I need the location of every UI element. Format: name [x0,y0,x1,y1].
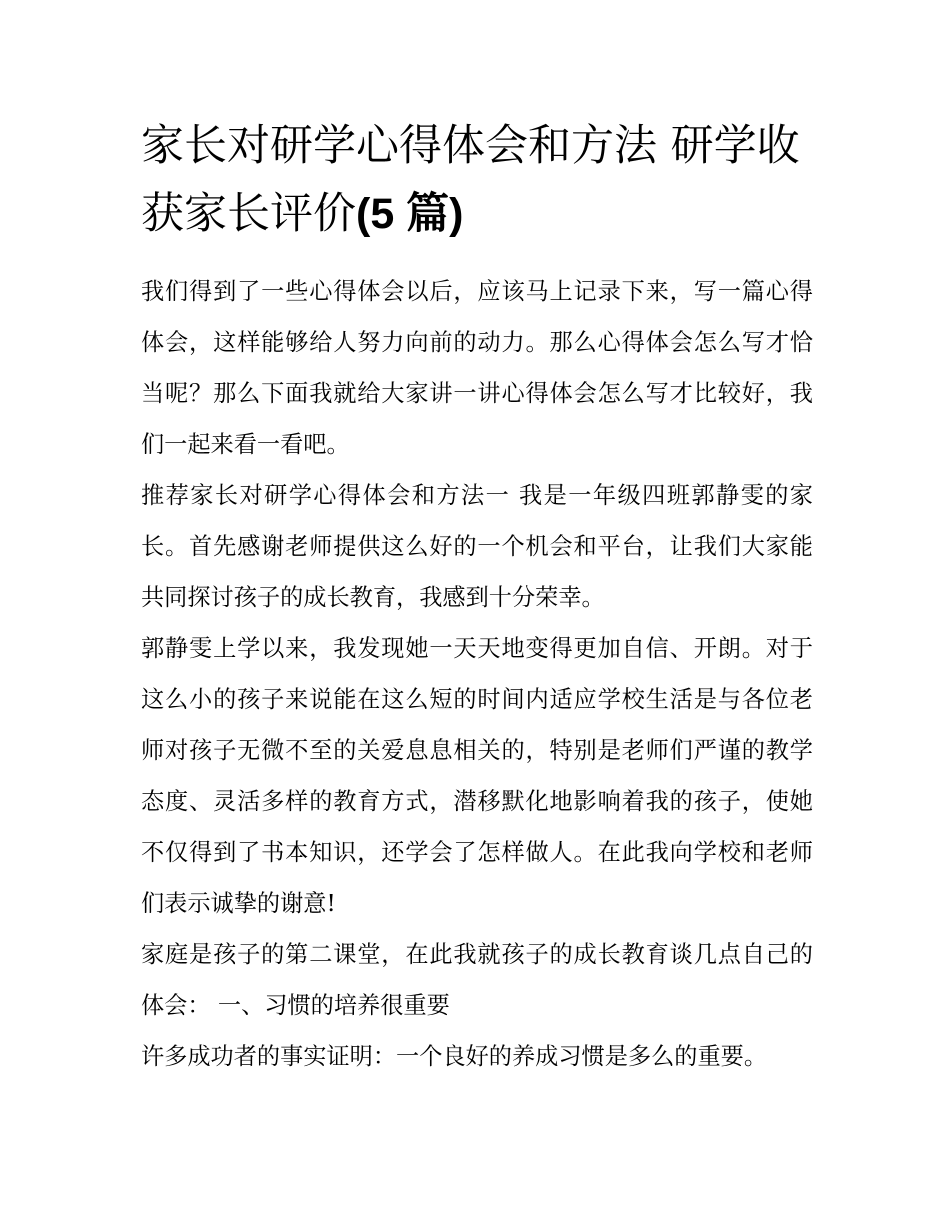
paragraph-intro: 我们得到了一些心得体会以后，应该马上记录下来，写一篇心得体会，这样能够给人努力向前的动力。那么心得体会怎么写才恰当呢？那么下面我就给大家讲一讲心得体会怎么写才比较好，我们一起来看一看吧。 [141,278,813,458]
document-title-count: (5 篇) [356,190,464,238]
document-title-main: 家长对研学心得体会和方法 研学收获家长评价 [141,121,800,239]
paragraph-child-progress: 郭静雯上学以来，我发现她一天天地变得更加自信、开朗。对于这么小的孩子来说能在这么短的时间内适应学校生活是与各位老师对孩子无微不至的关爱息息相关的，特别是老师们严谨的教学态度、灵活多样的教育方式，潜移默化地影响着我的孩子，使她不仅得到了书本知识，还学会了怎样做人。在此我向学校和老师们表示诚挚的谢意! [141,635,813,917]
paragraph-family-classroom: 家庭是孩子的第二课堂，在此我就孩子的成长教育谈几点自己的体会： 一、习惯的培养很重要 [141,941,813,1019]
document-title [141,112,813,248]
document-body [141,112,813,1082]
paragraph-recommendation: 推荐家长对研学心得体会和方法一 我是一年级四班郭静雯的家长。首先感谢老师提供这么好的一个机会和平台，让我们大家能共同探讨孩子的成长教育，我感到十分荣幸。 [141,482,813,611]
paragraph-habits: 许多成功者的事实证明：一个良好的养成习惯是多么的重要。 [141,1043,768,1070]
